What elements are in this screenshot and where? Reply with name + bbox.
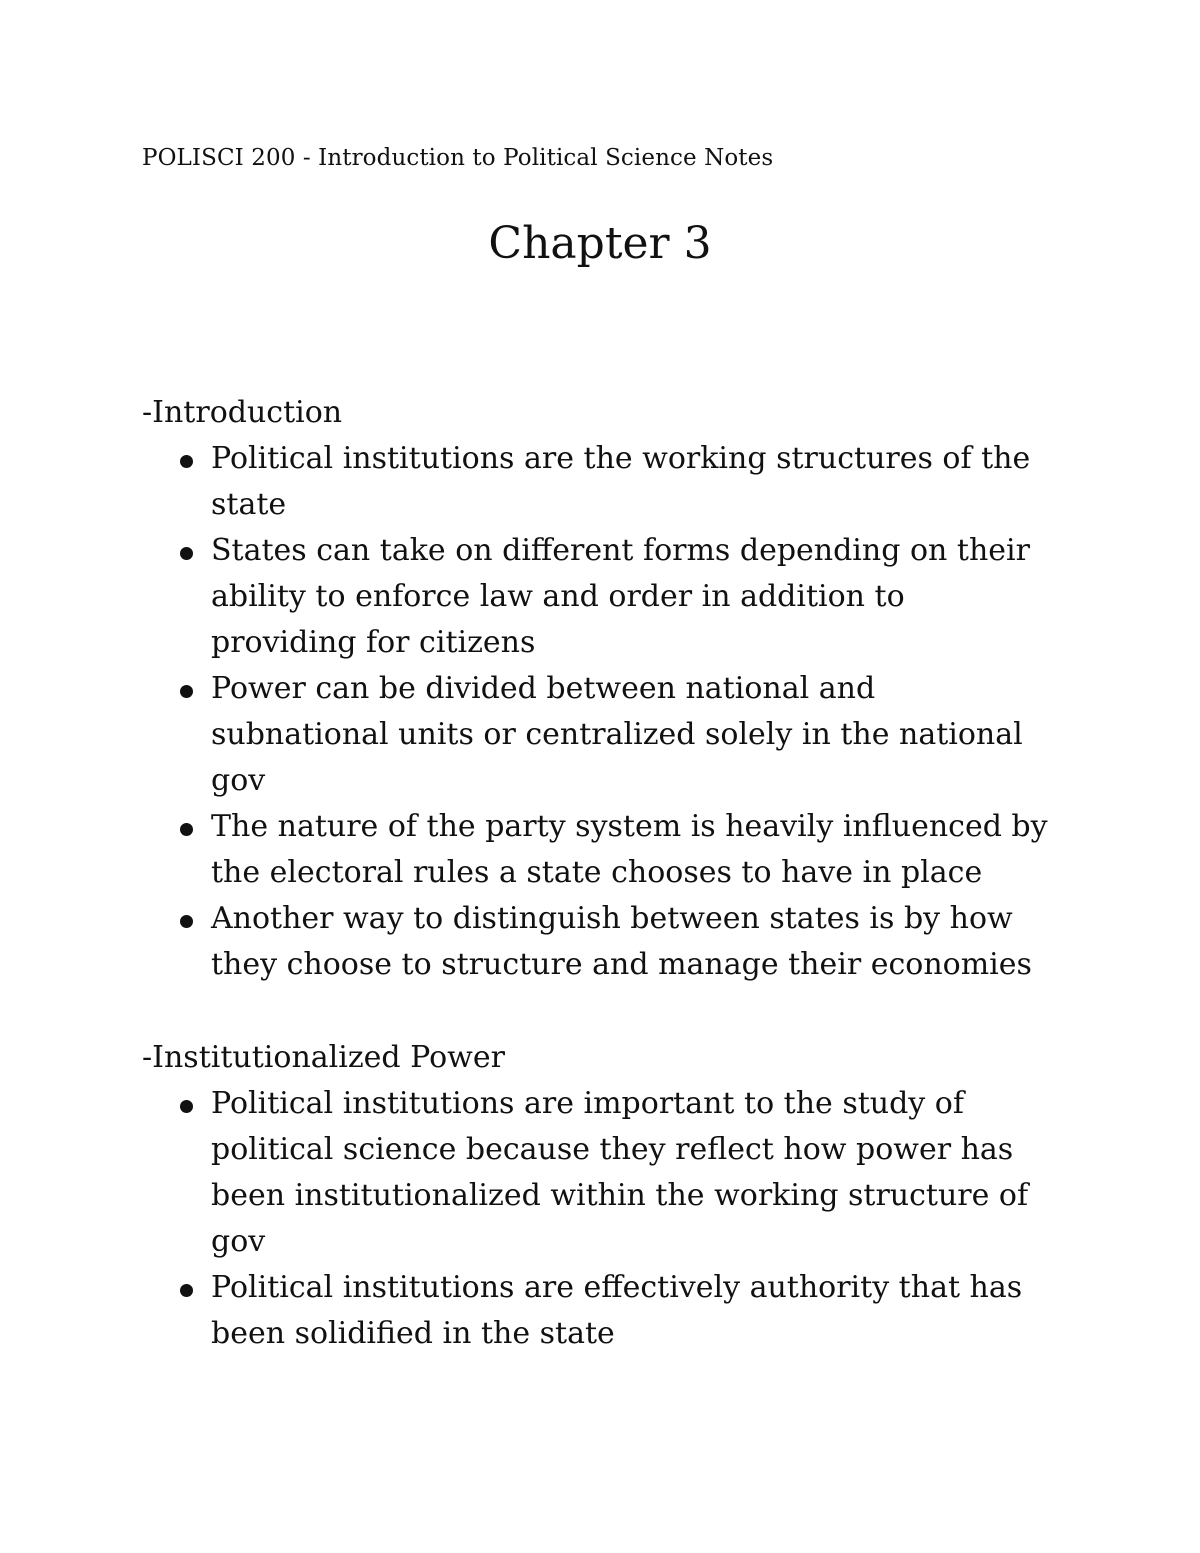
section-institutionalized-power (142, 1035, 1082, 1357)
bullet-line: been institutionalized within the working structure of (211, 1178, 1029, 1213)
bullet-line: gov (211, 1224, 266, 1259)
section-heading: -Introduction (142, 395, 343, 430)
bullet-icon (180, 1100, 193, 1113)
bullet-icon (180, 685, 193, 698)
bullet-line: the electoral rules a state chooses to have in place (211, 855, 983, 890)
bullet-item (142, 666, 1071, 804)
bullet-line: state (211, 487, 287, 522)
bullet-line: Another way to distinguish between states is by how (211, 901, 1013, 936)
bullet-line: Power can be divided between national and (211, 671, 876, 706)
bullet-line: ability to enforce law and order in addition to (211, 579, 905, 614)
bullet-item (142, 896, 1071, 988)
bullet-item (142, 528, 1071, 666)
bullet-line: political science because they reflect how power has (211, 1132, 1014, 1167)
bullet-line: subnational units or centralized solely in the national (211, 717, 1023, 752)
bullet-item (142, 1265, 1071, 1357)
bullet-item (142, 1081, 1071, 1265)
bullet-line: providing for citizens (211, 625, 536, 660)
bullet-line: Political institutions are the working structures of the (211, 441, 1031, 476)
bullet-item (142, 436, 1071, 528)
bullet-line: States can take on different forms depending on their (211, 533, 1030, 568)
bullet-line: gov (211, 763, 266, 798)
bullet-line: The nature of the party system is heavily influenced by (211, 809, 1048, 844)
bullet-icon (180, 455, 193, 468)
bullet-line: they choose to structure and manage their economies (211, 947, 1032, 982)
chapter-title: Chapter 3 (488, 218, 712, 269)
bullet-item (142, 804, 1071, 896)
bullet-line: Political institutions are effectively authority that has (211, 1270, 1023, 1305)
section-heading: -Institutionalized Power (142, 1040, 505, 1075)
bullet-line: Political institutions are important to the study of (211, 1086, 964, 1121)
bullet-icon (180, 823, 193, 836)
bullet-icon (180, 547, 193, 560)
bullet-icon (180, 1284, 193, 1297)
document-header: POLISCI 200 - Introduction to Political Science Notes (142, 145, 774, 171)
bullet-line: been solidified in the state (211, 1316, 615, 1351)
bullet-list (142, 436, 1082, 988)
bullet-icon (180, 915, 193, 928)
bullet-list (142, 1081, 1082, 1357)
section-introduction (142, 390, 1082, 988)
